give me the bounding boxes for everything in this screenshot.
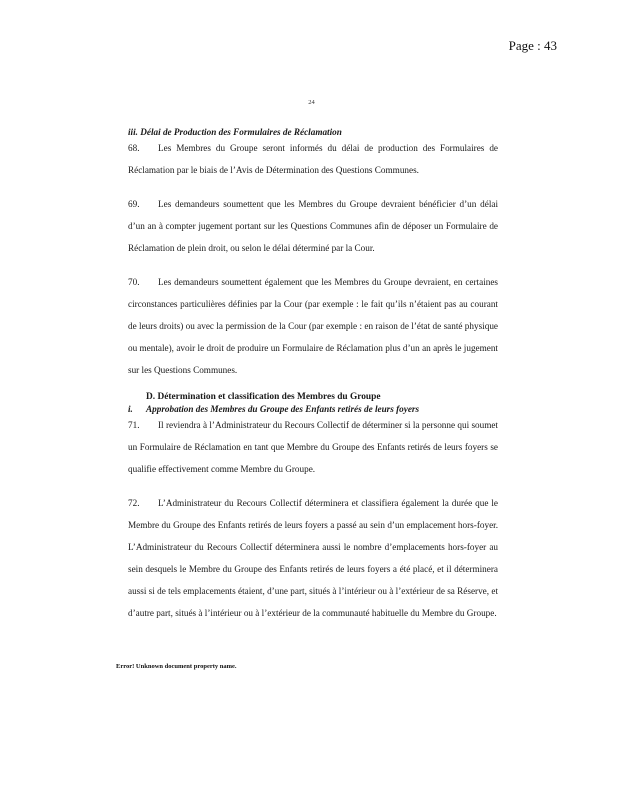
paragraph-text: Les Membres du Groupe seront informés du délai de production des Formulaires de Réclamation par le biais de l’Avis de Détermination des Questions Communes. bbox=[128, 143, 498, 175]
paragraph-68 bbox=[128, 137, 498, 181]
paragraph-number: 69. bbox=[128, 199, 140, 209]
paragraph-number: 70. bbox=[128, 277, 140, 287]
paragraph-text: Il reviendra à l’Administrateur du Recours Collectif de déterminer si la personne qui soumet un Formulaire de Réclamation en tant que Membre du Groupe des Enfants retirés de leurs foyers se qualifie effectivement comme Membre du Groupe. bbox=[128, 420, 498, 474]
paragraph-71 bbox=[128, 414, 498, 480]
paragraph-69 bbox=[128, 193, 498, 259]
section-heading-d: D. Détermination et classification des Membres du Groupe bbox=[146, 392, 381, 402]
footer-error-note: Error! Unknown document property name. bbox=[116, 663, 237, 670]
section-roman-numeral: i. bbox=[128, 404, 133, 414]
paragraph-70 bbox=[128, 271, 498, 381]
paragraph-number: 71. bbox=[128, 420, 140, 430]
section-heading-text: Approbation des Membres du Groupe des Enfants retirés de leurs foyers bbox=[146, 404, 420, 414]
paragraph-number: 72. bbox=[128, 498, 140, 508]
page-label: Page : 43 bbox=[508, 38, 557, 53]
document-body bbox=[128, 126, 498, 624]
section-heading-iii: iii. Délai de Production des Formulaires de Réclamation bbox=[128, 127, 342, 137]
paragraph-72 bbox=[128, 492, 498, 624]
page-number: 24 bbox=[308, 99, 315, 106]
paragraph-text: Les demandeurs soumettent que les Membres du Groupe devraient bénéficier d’un délai d’un an à compter jugement portant sur les Questions Communes afin de déposer un Formulaire de Réclamation de plein droit, ou selon le délai déterminé par la Cour. bbox=[128, 199, 498, 253]
paragraph-text: Les demandeurs soumettent également que les Membres du Groupe devraient, en certaines circonstances particulières définies par la Cour (par exemple : le fait qu’ils n’étaient pas au courant de leurs droits) ou avec la permission de la Cour (par exemple : en raison de l’état de santé physique ou mentale), avoir le droit de produire un Formulaire de Réclamation plus d’un an après le jugement sur les Questions Communes. bbox=[128, 277, 498, 375]
paragraph-number: 68. bbox=[128, 143, 140, 153]
paragraph-text: L’Administrateur du Recours Collectif déterminera et classifiera également la durée que le Membre du Groupe des Enfants retirés de leurs foyers a passé au sein d’un emplacement hors-foyer. L’Administrateur du Recours Collectif déterminera aussi le nombre d’emplacements hors-foyer au sein desquels le Membre du Groupe des Enfants retirés de leurs foyers a été placé, et il déterminera aussi si de tels emplacements étaient, d’une part, situés à l’intérieur ou à l’extérieur de sa Réserve, et d’autre part, situés à l’intérieur ou à l’extérieur de la communauté habituelle du Membre du Groupe. bbox=[128, 498, 498, 618]
